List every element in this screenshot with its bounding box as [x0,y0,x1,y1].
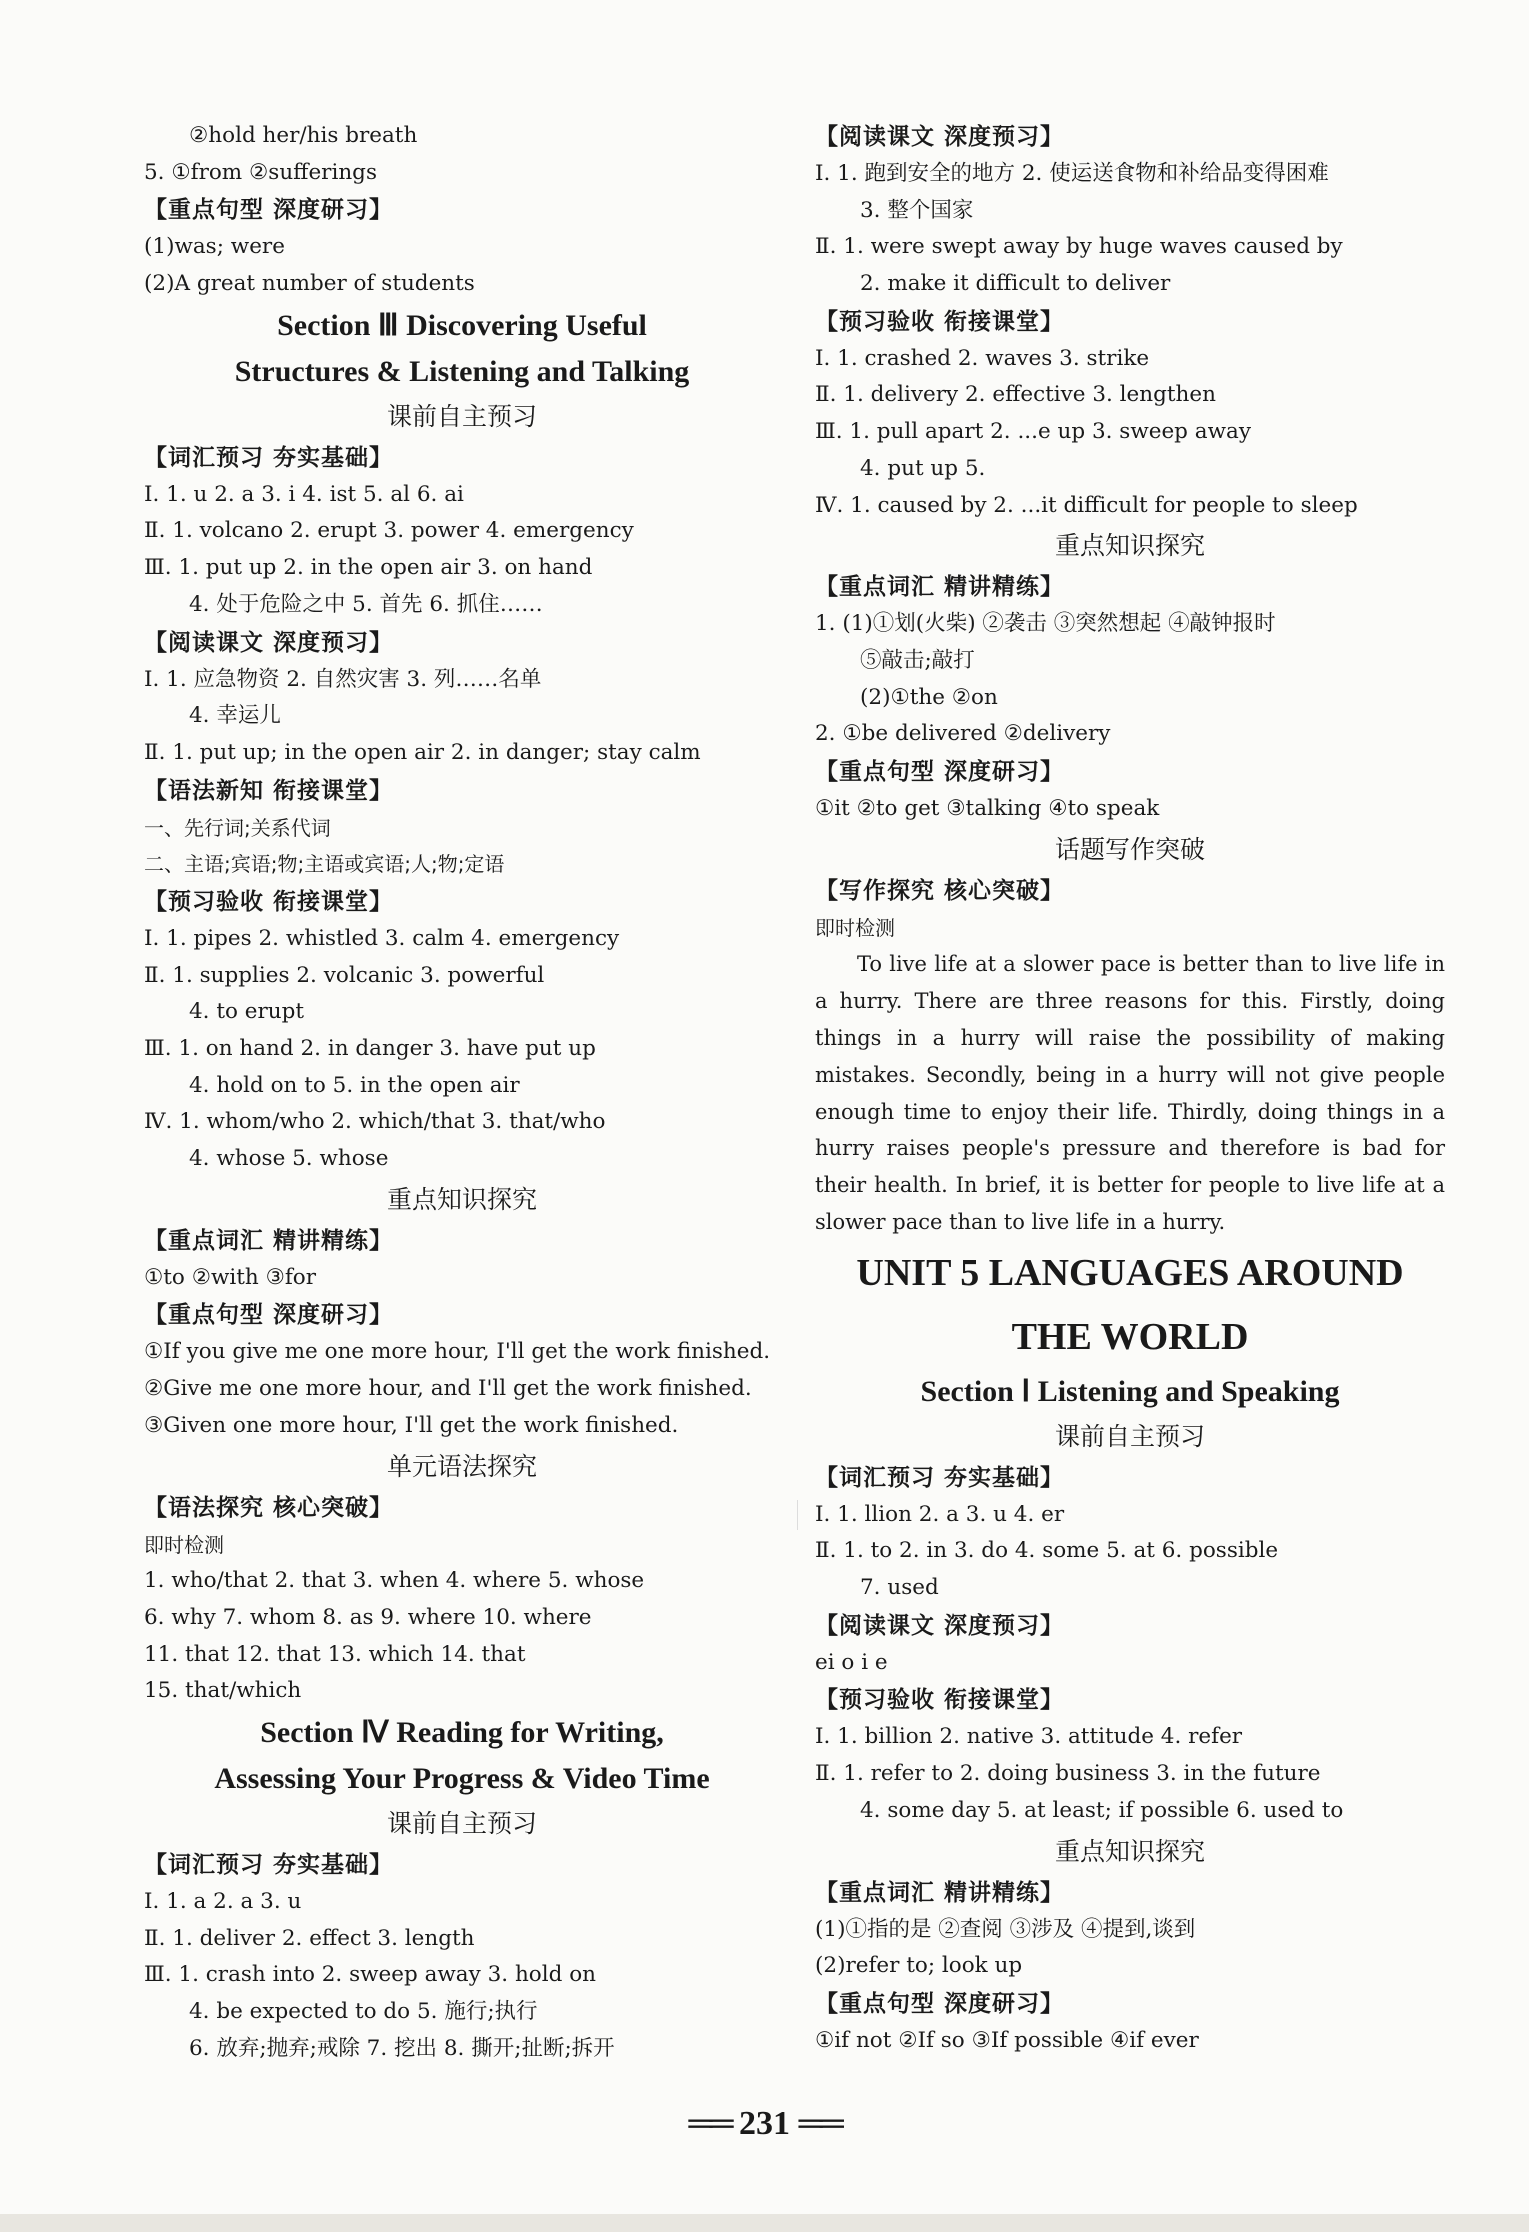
answer-line: ⑤敲击;敲打 [860,647,975,673]
answer-line: 11. that 12. that 13. which 14. that [144,1641,526,1667]
unit-title: THE WORLD [1011,1315,1249,1358]
subsection-heading: 【重点词汇 精讲精练】 [815,1879,1065,1906]
answer-line: Ⅰ. 1. 跑到安全的地方 2. 使运送食物和补给品变得困难 [815,161,1329,186]
subsection-heading: 【重点句型 深度研习】 [815,1990,1065,2017]
answer-line: Ⅲ. 1. crash into 2. sweep away 3. hold on [144,1962,596,1988]
answer-line: (1)①指的是 ②查阅 ③涉及 ④提到,谈到 [815,1916,1196,1942]
page-edge [0,2214,1529,2232]
subsection-heading: 【词汇预习 夯实基础】 [144,1851,394,1878]
section-title: Assessing Your Progress & Video Time [214,1761,710,1795]
answer-line: 4. hold on to 5. in the open air [189,1072,520,1098]
answer-line: Ⅰ. 1. pipes 2. whistled 3. calm 4. emergency [144,925,620,951]
part-heading: 课前自主预习 [1054,1421,1205,1451]
answer-line: (2)refer to; look up [815,1953,1023,1979]
answer-line: 1. (1)①划(火柴) ②袭击 ③突然想起 ④敲钟报时 [815,611,1276,637]
column-mark [797,1500,798,1530]
answer-line: Ⅰ. 1. u 2. a 3. i 4. ist 5. al 6. ai [144,481,464,507]
answer-line: ③Given one more hour, I'll get the work finished. [144,1412,679,1438]
section-title: Section Ⅳ Reading for Writing, [260,1715,664,1749]
note-line: 即时检测 [815,915,895,940]
subsection-heading: 【阅读课文 深度预习】 [144,629,394,656]
answer-line: Ⅱ. 1. deliver 2. effect 3. length [144,1925,475,1951]
answer-line: (2)A great number of students [144,271,475,297]
unit-title: UNIT 5 LANGUAGES AROUND [856,1251,1404,1294]
part-heading: 课前自主预习 [386,1808,537,1838]
note-line: 一、先行词;关系代词 [144,815,331,840]
writing-paragraph: To live life at a slower pace is better than to live life in a hurry. There are three reasons for this. Firstly, doing things in a hurry will raise the possibility of making mistakes. Secondly, being in a hurry will not give people enough time to enjoy their life. Thirdly, doing things in a hurry raises people's pressure and therefore is bad for their health. In brief, it is better for people to live life at a slower pace than to live life in a hurry. [815,952,1445,1234]
answer-line: Ⅱ. 1. to 2. in 3. do 4. some 5. at 6. possible [815,1538,1279,1564]
answer-line: 2. make it difficult to deliver [860,271,1171,297]
part-heading: 重点知识探究 [1054,1836,1205,1866]
answer-line: ②hold her/his breath [189,123,418,148]
answer-line: Ⅰ. 1. a 2. a 3. u [144,1888,302,1914]
subsection-heading: 【预习验收 衔接课堂】 [815,1687,1065,1714]
answer-line: Ⅱ. 1. refer to 2. doing business 3. in the future [815,1761,1321,1787]
answer-line: Ⅱ. 1. supplies 2. volcanic 3. powerful [144,962,545,988]
answer-line: ①if not ②If so ③If possible ④if ever [815,2027,1199,2053]
subsection-heading: 【语法新知 衔接课堂】 [144,777,394,804]
note-line: 即时检测 [144,1532,224,1557]
answer-line: ①If you give me one more hour, I'll get the work finished. [144,1339,771,1365]
subsection-heading: 【预习验收 衔接课堂】 [815,308,1065,335]
subsection-heading: 【阅读课文 深度预习】 [815,1612,1065,1639]
answer-line: Ⅳ. 1. whom/who 2. which/that 3. that/who [144,1109,606,1135]
answer-line: 4. 处于危险之中 5. 首先 6. 抓住…… [189,591,543,617]
part-heading: 课前自主预习 [386,401,537,431]
answer-line: Ⅳ. 1. caused by 2. ...it difficult for people to sleep [815,492,1358,518]
answer-line: ②Give me one more hour, and I'll get the work finished. [144,1376,752,1402]
answer-line: Ⅱ. 1. put up; in the open air 2. in danger; stay calm [144,739,701,765]
answer-line: 4. 幸运儿 [189,703,281,729]
subsection-heading: 【重点句型 深度研习】 [144,197,394,224]
subsection-heading: 【重点句型 深度研习】 [815,758,1065,785]
answer-line: 1. who/that 2. that 3. when 4. where 5. whose [144,1568,645,1594]
answer-line: Ⅰ. 1. llion 2. a 3. u 4. er [815,1501,1065,1527]
part-heading: 单元语法探究 [386,1451,537,1481]
left-column [144,118,780,2067]
subsection-heading: 【预习验收 衔接课堂】 [144,888,394,915]
subsection-heading: 【重点词汇 精讲精练】 [144,1227,394,1254]
right-column [815,118,1445,2060]
part-heading: 重点知识探究 [1054,531,1205,561]
answer-line: 3. 整个国家 [860,197,974,223]
answer-line: 5. ①from ②sufferings [144,159,377,185]
subsection-heading: 【重点词汇 精讲精练】 [815,574,1065,601]
subsection-heading: 【词汇预习 夯实基础】 [815,1464,1065,1491]
answer-line: Ⅱ. 1. delivery 2. effective 3. lengthen [815,382,1216,408]
answer-line: 4. whose 5. whose [189,1146,389,1172]
page-footer [0,2105,1529,2143]
subsection-heading: 【词汇预习 夯实基础】 [144,444,394,471]
section-title: Section Ⅲ Discovering Useful [277,308,647,342]
answer-line: 4. be expected to do 5. 施行;执行 [189,1999,538,2024]
answer-line: Ⅰ. 1. crashed 2. waves 3. strike [815,345,1150,371]
answer-line: Ⅲ. 1. put up 2. in the open air 3. on hand [144,555,593,581]
subsection-heading: 【语法探究 核心突破】 [144,1494,394,1521]
footer-rule-right: ══ [798,2105,841,2142]
answer-line: 4. some day 5. at least; if possible 6. used to [860,1797,1344,1823]
section-title: Section Ⅰ Listening and Speaking [920,1374,1340,1408]
subsection-heading: 【重点句型 深度研习】 [144,1302,394,1329]
answer-line: ①it ②to get ③talking ④to speak [815,795,1160,821]
answer-line: Ⅲ. 1. pull apart 2. ...e up 3. sweep away [815,419,1251,445]
subsection-heading: 【阅读课文 深度预习】 [815,124,1065,150]
subsection-heading: 【写作探究 核心突破】 [815,877,1065,904]
answer-line: Ⅰ. 1. billion 2. native 3. attitude 4. refer [815,1724,1243,1750]
part-heading: 重点知识探究 [386,1184,537,1214]
answer-line: 7. used [860,1575,939,1601]
page-number: 231 [739,2105,790,2142]
answer-line: 4. put up 5. [860,455,986,481]
answer-line: Ⅰ. 1. 应急物资 2. 自然灾害 3. 列……名单 [144,666,542,692]
answer-line: ei o i e [815,1649,888,1675]
note-line: 二、主语;宾语;物;主语或宾语;人;物;定语 [144,852,505,877]
answer-line: Ⅱ. 1. were swept away by huge waves caused by [815,234,1343,260]
section-title: Structures & Listening and Talking [234,354,690,388]
answer-line: (1)was; were [144,234,285,260]
answer-line: 15. that/which [144,1678,302,1704]
answer-line: Ⅲ. 1. on hand 2. in danger 3. have put up [144,1036,596,1061]
answer-line: 6. why 7. whom 8. as 9. where 10. where [144,1604,592,1630]
answer-line: (2)①the ②on [860,684,998,710]
part-heading: 话题写作突破 [1054,834,1205,864]
answer-line: 6. 放弃;抛弃;戒除 7. 挖出 8. 撕开;扯断;拆开 [189,2035,615,2061]
answer-line: 4. to erupt [189,999,305,1025]
footer-rule-left: ══ [688,2105,731,2142]
answer-line: Ⅱ. 1. volcano 2. erupt 3. power 4. emergency [144,518,634,544]
answer-line: 2. ①be delivered ②delivery [815,721,1111,747]
answer-line: ①to ②with ③for [144,1264,317,1290]
